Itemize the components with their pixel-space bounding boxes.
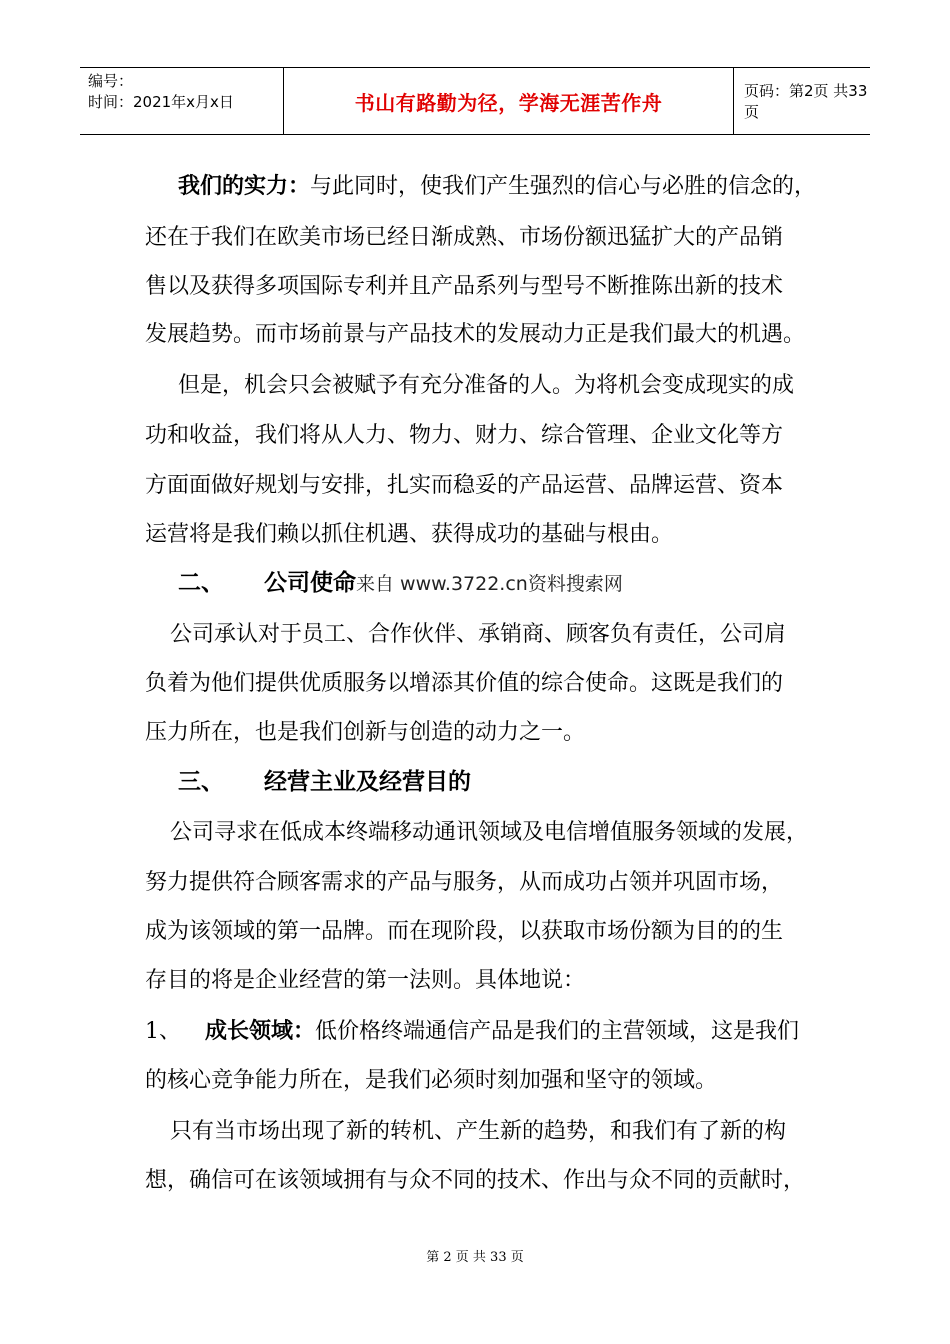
text-run: 低价格终端通信产品是我们的主营领域，这是我们 [315, 1019, 800, 1044]
paragraph-line: 还在于我们在欧美市场已经日渐成熟、市场份额迅猛扩大的产品销 [145, 225, 784, 250]
strength-label: 我们的实力： [178, 174, 311, 199]
paragraph-line: 努力提供符合顾客需求的产品与服务，从而成功占领并巩固市场， [145, 870, 784, 895]
item-number: 1、 [145, 1019, 181, 1044]
paragraph-line: 的核心竞争能力所在，是我们必须时刻加强和坚守的领域。 [145, 1068, 718, 1093]
page-footer: 第 2 页 共 33 页 [426, 1250, 524, 1265]
time-label: 时间：2021年x月x日 [88, 93, 234, 111]
paragraph-line: 方面面做好规划与安排，扎实而稳妥的产品运营、品牌运营、资本 [145, 473, 784, 498]
section-title: 经营主业及经营目的 [264, 769, 471, 795]
paragraph-line: 负着为他们提供优质服务以增添其价值的综合使命。这既是我们的 [145, 671, 784, 696]
section-number: 三、 [178, 769, 224, 795]
number-label: 编号： [88, 72, 134, 90]
header-meta [80, 68, 283, 134]
paragraph-line: 公司寻求在低成本终端移动通讯领域及电信增值服务领域的发展， [170, 820, 809, 845]
paragraph-line: 压力所在，也是我们创新与创造的动力之一。 [145, 720, 586, 745]
paragraph-line: 功和收益，我们将从人力、物力、财力、综合管理、企业文化等方 [145, 423, 784, 448]
paragraph-line: 只有当市场出现了新的转机、产生新的趋势，和我们有了新的构 [170, 1119, 787, 1144]
paragraph-line: 存目的将是企业经营的第一法则。具体地说： [145, 968, 586, 993]
paragraph-line: 但是，机会只会被赋予有充分准备的人。为将机会变成现实的成 [178, 373, 795, 398]
section-heading [178, 767, 471, 797]
section-heading [178, 568, 623, 599]
section-title: 公司使命 [264, 570, 356, 596]
list-item [145, 1017, 799, 1047]
paragraph-line: 售以及获得多项国际专利并且产品系列与型号不断推陈出新的技术 [145, 274, 784, 299]
motto: 书山有路勤为径，学海无涯苦作舟 [354, 90, 663, 115]
paragraph-line: 想，确信可在该领域拥有与众不同的技术、作出与众不同的贡献时， [145, 1168, 806, 1193]
paragraph-line [178, 172, 816, 202]
paragraph-line: 成为该领域的第一品牌。而在现阶段，以获取市场份额为目的的生 [145, 919, 784, 944]
item-label: 成长领域： [205, 1019, 316, 1044]
text-run: 与此同时，使我们产生强烈的信心与必胜的信念的， [310, 174, 817, 199]
section-number: 二、 [178, 570, 224, 596]
header-page-info [734, 68, 870, 134]
paragraph-line: 公司承认对于员工、合作伙伴、承销商、顾客负有责任，公司肩 [170, 622, 787, 647]
paragraph-line: 发展趋势。而市场前景与产品技术的发展动力正是我们最大的机遇。 [145, 322, 806, 347]
page-info: 页码：第2页 共33页 [744, 82, 868, 121]
source-watermark: 来自 www.3722.cn资料搜索网 [356, 573, 623, 595]
document-header [80, 67, 870, 135]
header-motto-cell [283, 68, 734, 134]
paragraph-line: 运营将是我们赖以抓住机遇、获得成功的基础与根由。 [145, 522, 674, 547]
